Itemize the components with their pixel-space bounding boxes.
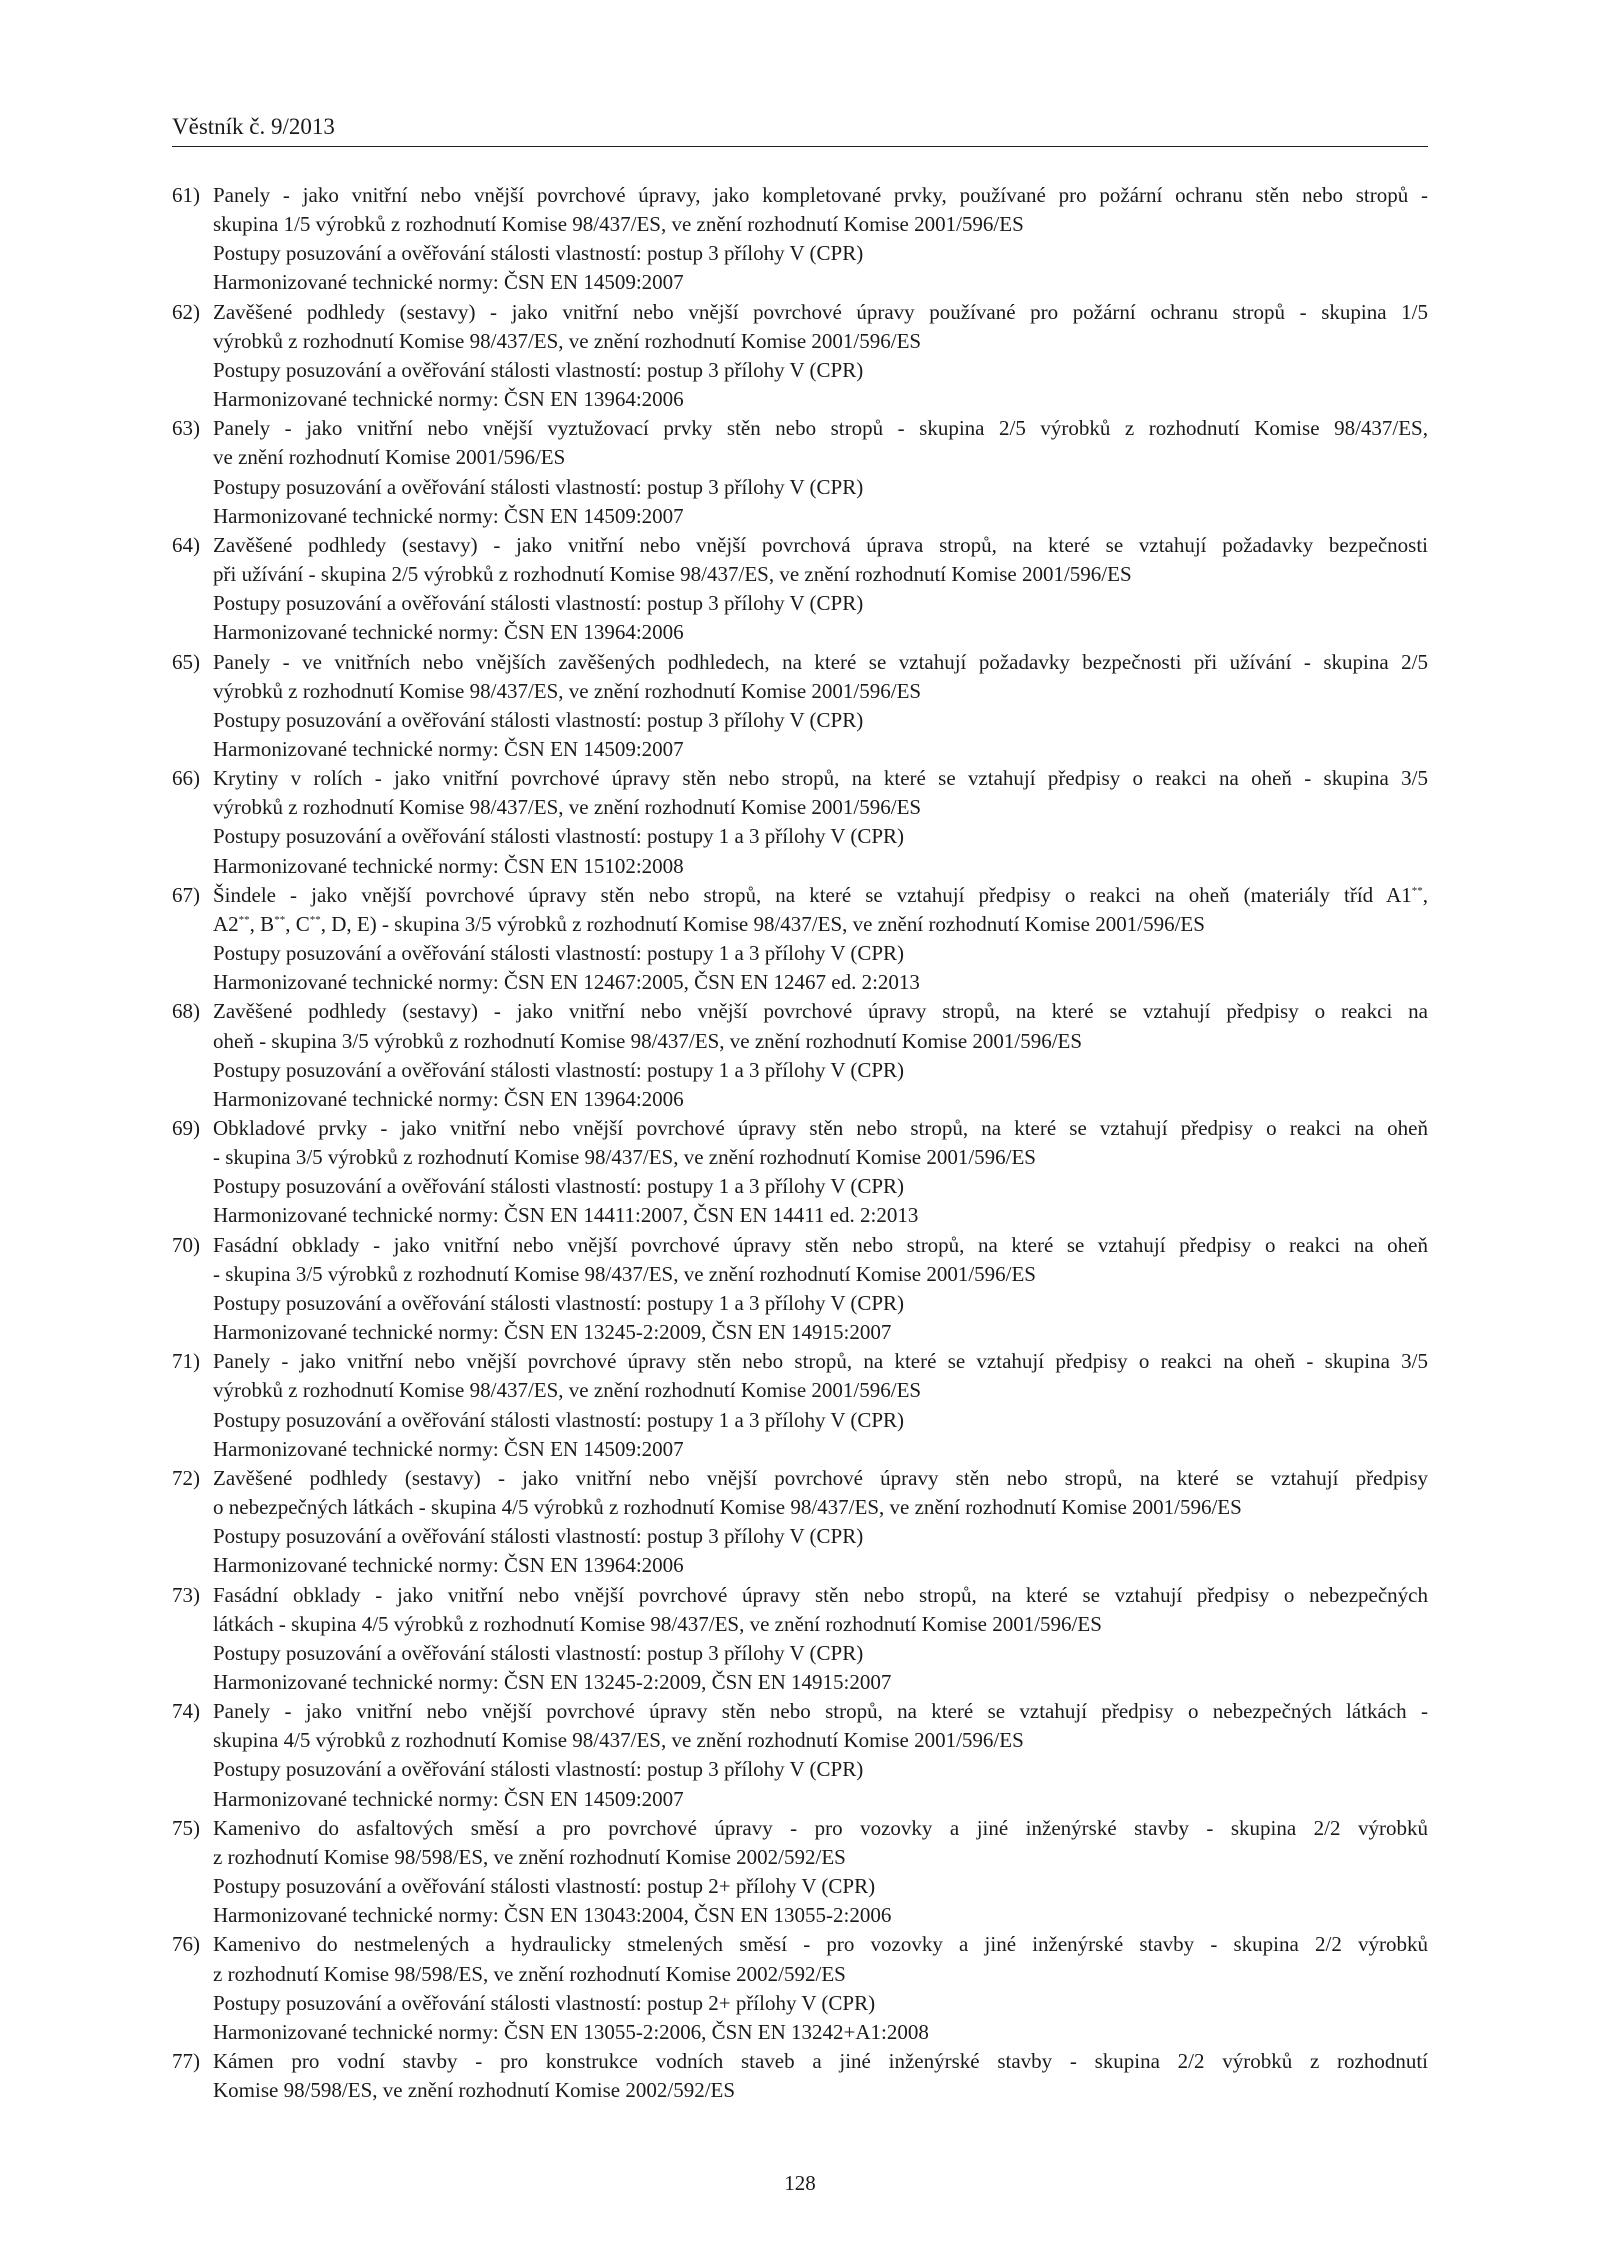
- assessment-procedure: Postupy posuzování a ověřování stálosti vlastností: postupy 1 a 3 přílohy V (CPR): [213, 1407, 905, 1432]
- list-item: [172, 881, 1428, 998]
- list-item: [172, 1464, 1428, 1581]
- list-item: [172, 997, 1428, 1114]
- assessment-procedure: Postupy posuzování a ověřování stálosti vlastností: postupy 1 a 3 přílohy V (CPR): [213, 1057, 905, 1082]
- assessment-procedure: Postupy posuzování a ověřování stálosti vlastností: postup 2+ přílohy V (CPR): [213, 1874, 876, 1899]
- assessment-procedure: Postupy posuzování a ověřování stálosti vlastností: postupy 1 a 3 přílohy V (CPR): [213, 1174, 905, 1199]
- item-description-line: Fasádní obklady - jako vnitřní nebo vnější povrchové úpravy stěn nebo stropů, na které se vztahují předpisy o reakci na oheň: [213, 1232, 1428, 1257]
- item-description-line: z rozhodnutí Komise 98/598/ES, ve znění rozhodnutí Komise 2002/592/ES: [213, 1844, 846, 1869]
- item-description-line: látkách - skupina 4/5 výrobků z rozhodnutí Komise 98/437/ES, ve znění rozhodnutí Komise 2001/596/ES: [213, 1611, 1102, 1636]
- item-description-line: - skupina 3/5 výrobků z rozhodnutí Komise 98/437/ES, ve znění rozhodnutí Komise 2001/596/ES: [213, 1261, 1036, 1286]
- item-number: 73): [172, 1582, 200, 1607]
- item-description-line: výrobků z rozhodnutí Komise 98/437/ES, ve znění rozhodnutí Komise 2001/596/ES: [213, 328, 922, 353]
- text-segment: Šindele - jako vnější povrchové úpravy stěn nebo stropů, na které se vztahují předpisy o reakci na oheň (materiály tříd A1: [213, 882, 1412, 907]
- item-description-line: Zavěšené podhledy (sestavy) - jako vnitřní nebo vnější povrchové úpravy stropů, na které se vztahují předpisy o reakci na: [213, 999, 1428, 1024]
- item-description-line: [213, 910, 1428, 939]
- item-description-line: Panely - jako vnitřní nebo vnější povrchové úpravy stěn nebo stropů, na které se vztahují předpisy o reakci na oheň - skupina 3/5: [213, 1349, 1428, 1374]
- item-description-line: Zavěšené podhledy (sestavy) - jako vnitřní nebo vnější povrchové úpravy používané pro požární ochranu stropů - skupina 1/5: [213, 299, 1428, 324]
- page-number: 128: [784, 2171, 816, 2195]
- assessment-procedure: Postupy posuzování a ověřování stálosti vlastností: postup 3 přílohy V (CPR): [213, 1524, 864, 1549]
- assessment-procedure: Postupy posuzování a ověřování stálosti vlastností: postupy 1 a 3 přílohy V (CPR): [213, 1290, 905, 1315]
- list-item: [172, 1581, 1428, 1698]
- item-description-line: výrobků z rozhodnutí Komise 98/437/ES, ve znění rozhodnutí Komise 2001/596/ES: [213, 1378, 922, 1403]
- item-description-line: Kamenivo do asfaltových směsí a pro povrchové úpravy - pro vozovky a jiné inženýrské stavby - skupina 2/2 výrobků: [213, 1815, 1428, 1840]
- item-number: 77): [172, 2049, 200, 2073]
- harmonized-standards: Harmonizované technické normy: ČSN EN 13964:2006: [213, 620, 684, 645]
- item-number: 71): [172, 1349, 200, 1374]
- list-item: [172, 531, 1428, 648]
- page-header-title: Věstník č. 9/2013: [172, 114, 335, 139]
- item-description-line: Fasádní obklady - jako vnitřní nebo vnější povrchové úpravy stěn nebo stropů, na které se vztahují předpisy o nebezpečných: [213, 1582, 1428, 1607]
- item-number: 76): [172, 1932, 200, 1957]
- harmonized-standards: Harmonizované technické normy: ČSN EN 13055-2:2006, ČSN EN 13242+A1:2008: [213, 2019, 929, 2044]
- item-number: 75): [172, 1815, 200, 1840]
- assessment-procedure: Postupy posuzování a ověřování stálosti vlastností: postup 3 přílohy V (CPR): [213, 707, 864, 732]
- item-description-line: o nebezpečných látkách - skupina 4/5 výrobků z rozhodnutí Komise 98/437/ES, ve znění rozhodnutí Komise 2001/596/ES: [213, 1495, 1242, 1520]
- item-description-line: Kamenivo do nestmelených a hydraulicky stmelených směsí - pro vozovky a jiné inženýrské stavby - skupina 2/2 výrobků: [213, 1932, 1428, 1957]
- item-description-line: ve znění rozhodnutí Komise 2001/596/ES: [213, 445, 566, 470]
- list-item: [172, 1347, 1428, 1464]
- item-number: 67): [172, 882, 200, 907]
- item-description-line: Krytiny v rolích - jako vnitřní povrchové úpravy stěn nebo stropů, na které se vztahují předpisy o reakci na oheň - skupina 3/5: [213, 766, 1428, 791]
- superscript-mark: **: [309, 913, 321, 926]
- assessment-procedure: Postupy posuzování a ověřování stálosti vlastností: postup 3 přílohy V (CPR): [213, 591, 864, 616]
- item-description-line: při užívání - skupina 2/5 výrobků z rozhodnutí Komise 98/437/ES, ve znění rozhodnutí Komise 2001/596/ES: [213, 562, 1132, 587]
- item-number: 66): [172, 766, 200, 791]
- item-description-line: Panely - jako vnitřní nebo vnější povrchové úpravy stěn nebo stropů, na které se vztahují předpisy o nebezpečných látkách -: [213, 1699, 1428, 1724]
- list-item: [172, 1930, 1428, 2047]
- harmonized-standards: Harmonizované technické normy: ČSN EN 14509:2007: [213, 1436, 684, 1461]
- list-item: [172, 1697, 1428, 1814]
- item-description-line: Panely - jako vnitřní nebo vnější povrchové úpravy, jako kompletované prvky, používané pro požární ochranu stěn nebo stropů -: [213, 183, 1428, 207]
- harmonized-standards: Harmonizované technické normy: ČSN EN 13964:2006: [213, 1086, 684, 1111]
- harmonized-standards: Harmonizované technické normy: ČSN EN 14509:2007: [213, 736, 684, 761]
- assessment-procedure: Postupy posuzování a ověřování stálosti vlastností: postup 2+ přílohy V (CPR): [213, 1990, 876, 2015]
- item-description-line: Komise 98/598/ES, ve znění rozhodnutí Komise 2002/592/ES: [213, 2078, 736, 2103]
- text-segment: , C: [285, 911, 310, 936]
- item-number: 74): [172, 1699, 200, 1724]
- item-description-line: z rozhodnutí Komise 98/598/ES, ve znění rozhodnutí Komise 2002/592/ES: [213, 1961, 846, 1986]
- item-description-line: - skupina 3/5 výrobků z rozhodnutí Komise 98/437/ES, ve znění rozhodnutí Komise 2001/596/ES: [213, 1145, 1036, 1170]
- item-number: 65): [172, 649, 200, 674]
- text-segment: , D, E) - skupina 3/5 výrobků z rozhodnutí Komise 98/437/ES, ve znění rozhodnutí Komise 2001/596/ES: [320, 911, 1205, 936]
- harmonized-standards: Harmonizované technické normy: ČSN EN 15102:2008: [213, 853, 684, 878]
- item-description-line: Zavěšené podhledy (sestavy) - jako vnitřní nebo vnější povrchová úprava stropů, na které se vztahují požadavky bezpečnosti: [213, 532, 1428, 557]
- product-list: [172, 181, 1428, 2105]
- assessment-procedure: Postupy posuzování a ověřování stálosti vlastností: postup 3 přílohy V (CPR): [213, 241, 864, 266]
- item-number: 70): [172, 1232, 200, 1257]
- text-segment: , B: [249, 911, 275, 936]
- item-description-line: skupina 4/5 výrobků z rozhodnutí Komise 98/437/ES, ve znění rozhodnutí Komise 2001/596/ES: [213, 1728, 1024, 1753]
- item-number: 68): [172, 999, 200, 1024]
- header-divider: [172, 146, 1428, 147]
- harmonized-standards: Harmonizované technické normy: ČSN EN 13245-2:2009, ČSN EN 14915:2007: [213, 1320, 892, 1345]
- harmonized-standards: Harmonizované technické normy: ČSN EN 14411:2007, ČSN EN 14411 ed. 2:2013: [213, 1203, 919, 1228]
- assessment-procedure: Postupy posuzování a ověřování stálosti vlastností: postup 3 přílohy V (CPR): [213, 357, 864, 382]
- text-segment: A2: [213, 911, 239, 936]
- list-item: [172, 648, 1428, 765]
- superscript-mark: **: [1411, 884, 1423, 897]
- item-number: 62): [172, 299, 200, 324]
- item-number: 72): [172, 1465, 200, 1490]
- item-number: 64): [172, 532, 200, 557]
- assessment-procedure: Postupy posuzování a ověřování stálosti vlastností: postup 3 přílohy V (CPR): [213, 1757, 864, 1782]
- item-description-line: Obkladové prvky - jako vnitřní nebo vnější povrchové úpravy stěn nebo stropů, na které se vztahují předpisy o reakci na oheň: [213, 1116, 1428, 1140]
- list-item: [172, 1231, 1428, 1348]
- item-description-line: výrobků z rozhodnutí Komise 98/437/ES, ve znění rozhodnutí Komise 2001/596/ES: [213, 678, 922, 703]
- harmonized-standards: Harmonizované technické normy: ČSN EN 14509:2007: [213, 270, 684, 295]
- superscript-mark: **: [274, 913, 286, 926]
- assessment-procedure: Postupy posuzování a ověřování stálosti vlastností: postup 3 přílohy V (CPR): [213, 474, 864, 499]
- list-item: [172, 2047, 1428, 2105]
- harmonized-standards: Harmonizované technické normy: ČSN EN 14509:2007: [213, 503, 684, 528]
- assessment-procedure: Postupy posuzování a ověřování stálosti vlastností: postupy 1 a 3 přílohy V (CPR): [213, 941, 905, 966]
- item-description-line: [213, 881, 1428, 910]
- list-item: [172, 181, 1428, 298]
- text-segment: ,: [1422, 882, 1428, 907]
- list-item: [172, 298, 1428, 415]
- assessment-procedure: Postupy posuzování a ověřování stálosti vlastností: postup 3 přílohy V (CPR): [213, 1640, 864, 1665]
- harmonized-standards: Harmonizované technické normy: ČSN EN 13964:2006: [213, 387, 684, 412]
- list-item: [172, 1114, 1428, 1231]
- item-description-line: Panely - jako vnitřní nebo vnější vyztužovací prvky stěn nebo stropů - skupina 2/5 výrobků z rozhodnutí Komise 98/437/ES,: [213, 416, 1428, 441]
- item-description-line: Panely - ve vnitřních nebo vnějších zavěšených podhledech, na které se vztahují požadavky bezpečnosti při užívání - skupina 2/5: [213, 649, 1428, 674]
- item-number: 61): [172, 183, 200, 207]
- item-description-line: Kámen pro vodní stavby - pro konstrukce vodních staveb a jiné inženýrské stavby - skupina 2/2 výrobků z rozhodnutí: [213, 2049, 1428, 2073]
- item-number: 63): [172, 416, 200, 441]
- item-description-line: Zavěšené podhledy (sestavy) - jako vnitřní nebo vnější povrchové úpravy stěn nebo stropů, na které se vztahují předpisy: [213, 1465, 1428, 1490]
- list-item: [172, 764, 1428, 881]
- list-item: [172, 414, 1428, 531]
- superscript-mark: **: [238, 913, 250, 926]
- assessment-procedure: Postupy posuzování a ověřování stálosti vlastností: postupy 1 a 3 přílohy V (CPR): [213, 824, 905, 849]
- item-description-line: skupina 1/5 výrobků z rozhodnutí Komise 98/437/ES, ve znění rozhodnutí Komise 2001/596/ES: [213, 212, 1024, 237]
- item-number: 69): [172, 1116, 200, 1140]
- harmonized-standards: Harmonizované technické normy: ČSN EN 13964:2006: [213, 1553, 684, 1578]
- harmonized-standards: Harmonizované technické normy: ČSN EN 13245-2:2009, ČSN EN 14915:2007: [213, 1669, 892, 1694]
- harmonized-standards: Harmonizované technické normy: ČSN EN 12467:2005, ČSN EN 12467 ed. 2:2013: [213, 970, 920, 995]
- harmonized-standards: Harmonizované technické normy: ČSN EN 13043:2004, ČSN EN 13055-2:2006: [213, 1903, 892, 1928]
- harmonized-standards: Harmonizované technické normy: ČSN EN 14509:2007: [213, 1786, 684, 1811]
- item-description-line: oheň - skupina 3/5 výrobků z rozhodnutí Komise 98/437/ES, ve znění rozhodnutí Komise 2001/596/ES: [213, 1028, 1083, 1053]
- list-item: [172, 1814, 1428, 1931]
- item-description-line: výrobků z rozhodnutí Komise 98/437/ES, ve znění rozhodnutí Komise 2001/596/ES: [213, 795, 922, 820]
